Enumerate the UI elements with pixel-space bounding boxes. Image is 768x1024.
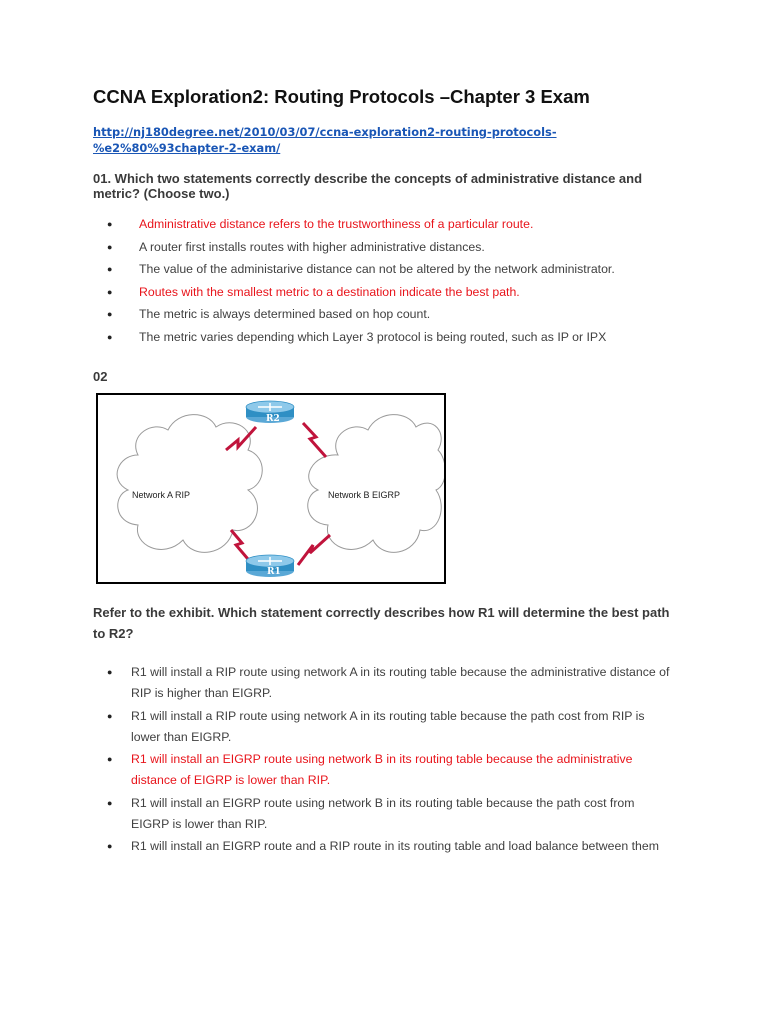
q2-option: ● R1 will install an EIGRP route using network B in its routing table because the administrative distance of EIGRP is lower than RIP. bbox=[104, 749, 674, 791]
q1-option: ● The value of the administarive distance can not be altered by the network administrator. bbox=[107, 262, 615, 276]
q1-option: ● The metric is always determined based on hop count. bbox=[107, 307, 431, 321]
question-1-options bbox=[104, 216, 615, 351]
q2-option: ● R1 will install an EIGRP route using network B in its routing table because the path cost from EIGRP is lower than RIP. bbox=[104, 793, 674, 835]
q1-option: ● A router first installs routes with higher administrative distances. bbox=[107, 239, 485, 254]
bullet-icon: ● bbox=[107, 710, 113, 721]
bullet-icon: ● bbox=[107, 667, 113, 677]
question-2-text: Refer to the exhibit. Which statement correctly describes how R1 will determine the best path to R2? bbox=[93, 605, 670, 641]
source-link[interactable]: http://nj180degree.net/2010/03/07/ccna-exploration2-routing-protocols-%e2%80%93chapter-2-exam/ bbox=[93, 125, 557, 155]
bullet-icon: ● bbox=[107, 241, 113, 252]
network-a-label: Network A RIP bbox=[132, 490, 191, 500]
bullet-icon: ● bbox=[107, 841, 113, 851]
bullet-icon: ● bbox=[107, 264, 113, 274]
q2-option: ● R1 will install a RIP route using network A in its routing table because the path cost from RIP is lower than EIGRP. bbox=[104, 706, 674, 748]
q2-option: ● R1 will install a RIP route using network A in its routing table because the administrative distance of RIP is higher than EIGRP. bbox=[104, 662, 674, 704]
bullet-icon: ● bbox=[107, 331, 113, 342]
bullet-icon: ● bbox=[107, 797, 113, 808]
bullet-icon: ● bbox=[107, 286, 113, 297]
bullet-icon: ● bbox=[107, 309, 113, 319]
question-2-label: 02 bbox=[93, 369, 108, 384]
network-exhibit bbox=[96, 393, 446, 584]
q1-option: ● Routes with the smallest metric to a destination indicate the best path. bbox=[107, 284, 520, 299]
question-1-text: 01. Which two statements correctly describe the concepts of administrative distance and metric? (Choose two.) bbox=[93, 171, 643, 201]
q2-option: ● R1 will install an EIGRP route and a RIP route in its routing table and load balance between them bbox=[104, 836, 674, 857]
question-2-options bbox=[104, 662, 674, 859]
bullet-icon: ● bbox=[107, 754, 113, 764]
q1-option: ● The metric varies depending which Layer 3 protocol is being routed, such as IP or IPX bbox=[107, 329, 607, 344]
network-b-label: Network B EIGRP bbox=[328, 490, 401, 500]
bullet-icon: ● bbox=[107, 219, 113, 229]
router-r2-label: R2 bbox=[266, 414, 280, 424]
router-r1-label: R1 bbox=[267, 567, 281, 577]
cloud-network-a bbox=[117, 415, 262, 553]
cloud-network-b bbox=[308, 415, 444, 553]
q1-option: ● Administrative distance refers to the trustworthiness of a particular route. bbox=[107, 217, 534, 231]
document-title: CCNA Exploration2: Routing Protocols –Chapter 3 Exam bbox=[93, 86, 590, 107]
